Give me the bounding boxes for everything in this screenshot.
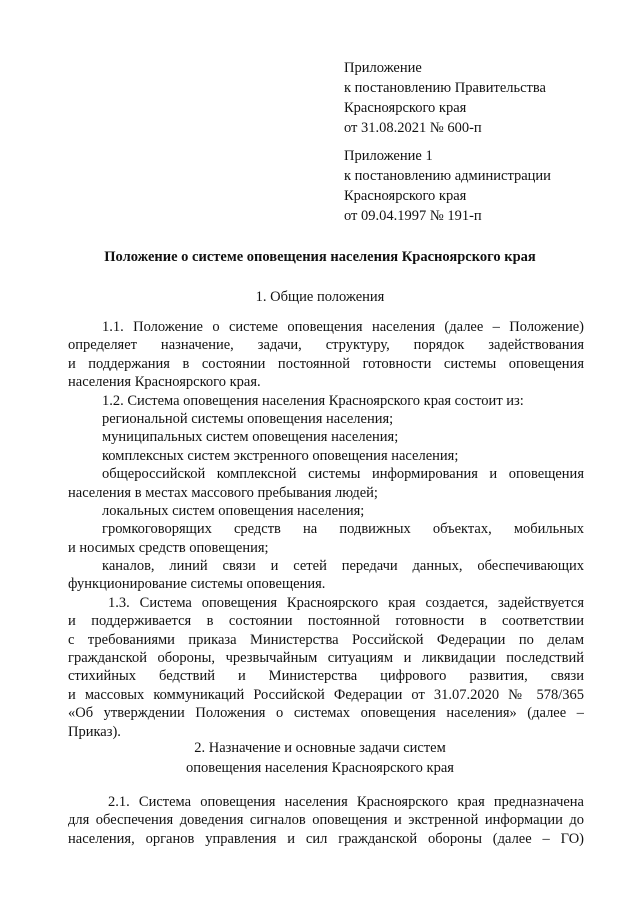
attachment-1-line: Приложение [344,60,422,76]
paragraph-line: с требованиями приказа Министерства Российской Федерации по делам [68,631,584,648]
paragraph-line: населения в местах массового пребывания людей; [68,484,378,501]
paragraph-line: населения Красноярского края. [68,374,261,391]
section-2-body [68,793,584,848]
paragraph-line: и поддерживается в состоянии постоянной готовности в соответствии [68,613,584,630]
attachment-2-line: от 09.04.1997 № 191-п [344,208,482,224]
section-1-body [68,318,584,741]
paragraph-line: 1.3. Система оповещения Красноярского края создается, задействуется [108,594,584,611]
paragraph-line: региональной системы оповещения населения; [102,410,394,427]
paragraph-line: и носимых средств оповещения; [68,539,269,556]
attachment-2-line: Красноярского края [344,188,467,204]
paragraph-line: громкоговорящих средств на подвижных объектах, мобильных [102,521,584,538]
attachment-header-2 [344,146,551,226]
attachment-header-1 [344,58,546,138]
paragraph-line: каналов, линий связи и сетей передачи данных, обеспечивающих [102,558,584,575]
attachment-1-line: к постановлению Правительства [344,80,546,96]
paragraph-line: 1.1. Положение о системе оповещения населения (далее – Положение) [102,319,584,335]
attachment-2-line: Приложение 1 [344,148,433,164]
paragraph-line: стихийных бедствий и Министерства цифрового развития, связи [68,668,584,685]
paragraph-line: определяет назначение, задачи, структуру, порядок задействования [68,337,584,354]
attachment-1-line: Красноярского края [344,100,467,116]
paragraph-line: Приказ). [68,723,121,740]
attachment-1-line: от 31.08.2021 № 600-п [344,120,482,136]
section-2-heading-line: оповещения населения Красноярского края [186,760,454,776]
paragraph-line: «Об утверждении Положения о системах оповещения населения» (далее – [68,705,584,722]
paragraph-line: и массовых коммуникаций Российской Федерации от 31.07.2020 № 578/365 [68,686,584,703]
paragraph-line: и поддержания в состоянии постоянной готовности системы оповещения [68,355,584,372]
section-2-heading-line: 2. Назначение и основные задачи систем [194,740,446,756]
document-title: Положение о системе оповещения населения Красноярского края [104,249,536,265]
paragraph-line: общероссийской комплексной системы информирования и оповещения [102,466,584,483]
section-1-heading: 1. Общие положения [255,289,385,305]
paragraph-line: гражданской обороны, чрезвычайным ситуациям и ликвидации последствий [68,650,584,667]
paragraph-line: 2.1. Система оповещения населения Красноярского края предназначена [108,794,584,810]
paragraph-line: муниципальных систем оповещения населения; [102,429,399,446]
paragraph-line: функционирование системы оповещения. [68,576,326,593]
paragraph-line: локальных систем оповещения населения; [102,502,365,519]
section-2-heading [0,738,640,778]
paragraph-line: 1.2. Система оповещения населения Красноярского края состоит из: [102,392,524,409]
attachment-2-line: к постановлению администрации [344,168,551,184]
paragraph-line: для обеспечения доведения сигналов оповещения и экстренной информации до [68,812,584,829]
paragraph-line: населения, органов управления и сил гражданской обороны (далее – ГО) [68,830,584,847]
paragraph-line: комплексных систем экстренного оповещения населения; [102,447,459,464]
